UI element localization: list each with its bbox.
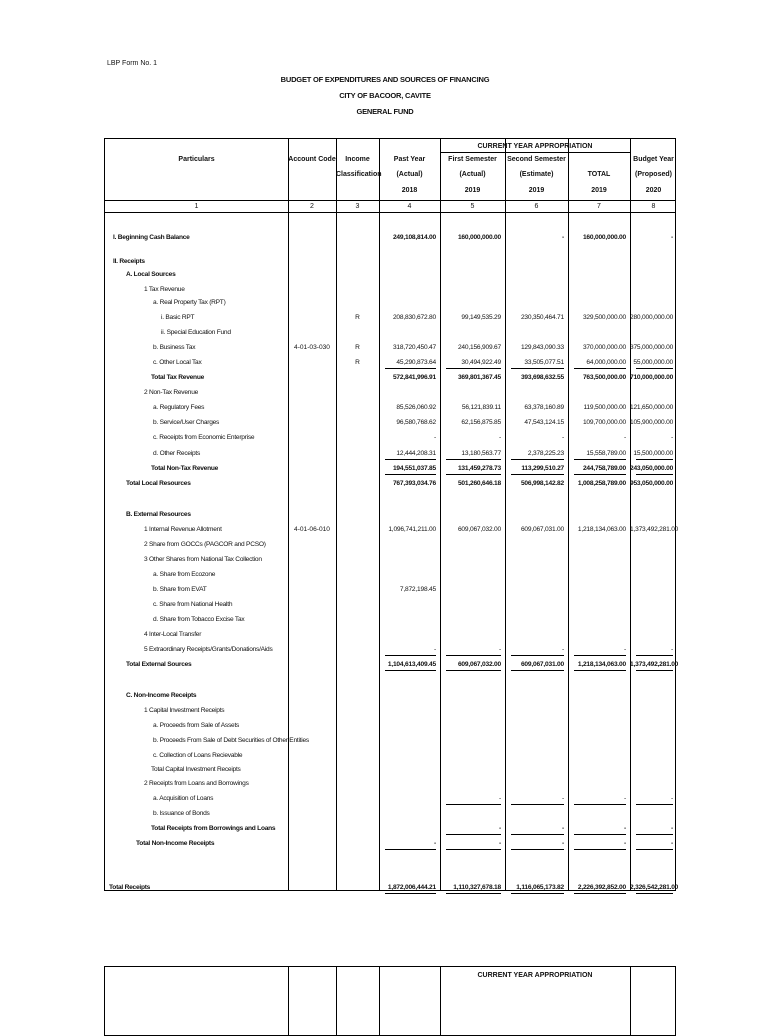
amount-budget: 121,650,000.00 xyxy=(630,404,674,411)
col-num: 4 xyxy=(407,203,412,210)
amount-budget: - xyxy=(671,234,673,241)
total-underline xyxy=(574,893,626,894)
total-underline xyxy=(446,670,501,671)
total-underline xyxy=(385,368,436,369)
amount-total: 370,000,000.00 xyxy=(582,344,626,351)
row-label: Total Local Resources xyxy=(126,480,191,487)
total-underline xyxy=(511,849,564,850)
row-label: 5 Extraordinary Receipts/Grants/Donations/Aids xyxy=(144,646,273,653)
amount-total: 1,218,134,063.00 xyxy=(577,661,626,668)
document-title: BUDGET OF EXPENDITURES AND SOURCES OF FINANCING xyxy=(280,75,490,84)
budget-year-year: 2020 xyxy=(645,187,662,194)
total-underline xyxy=(511,804,564,805)
row-label: Total Non-Tax Revenue xyxy=(151,465,219,472)
row-label: ii. Special Education Fund xyxy=(161,329,231,336)
income-classification: R xyxy=(355,344,360,351)
budget-year-header: Budget Year xyxy=(633,156,674,163)
amount-total: - xyxy=(624,434,626,441)
row-label: b. Proceeds From Sale of Debt Securities of Other Entities xyxy=(153,737,309,744)
amount-budget: 1,373,492,281.00 xyxy=(630,526,679,533)
budget-year-sub: (Proposed) xyxy=(635,171,672,178)
amount-first: - xyxy=(499,840,501,847)
amount-total: 2,226,392,852.00 xyxy=(577,884,626,891)
amount-second: 113,299,510.27 xyxy=(521,465,564,472)
amount-past: 249,108,814.00 xyxy=(392,234,436,241)
amount-total: 64,000,000.00 xyxy=(586,359,626,366)
amount-first: - xyxy=(499,825,501,832)
budget-table xyxy=(104,138,679,891)
total-underline xyxy=(385,849,436,850)
row-label: d. Other Receipts xyxy=(153,450,201,457)
account-code: 4-01-06-010 xyxy=(294,526,330,533)
row-label: b. Service/User Charges xyxy=(153,419,220,426)
amount-first: 369,801,367.45 xyxy=(457,374,501,381)
col-num: 2 xyxy=(310,203,314,210)
amount-budget: 710,000,000.00 xyxy=(630,374,674,381)
amount-past: - xyxy=(434,840,436,847)
row-label: c. Share from National Health xyxy=(153,601,233,608)
amount-total: 329,500,000.00 xyxy=(582,314,626,321)
amount-total: 244,758,789.00 xyxy=(582,465,626,472)
amount-second: 33,505,077.51 xyxy=(524,359,564,366)
amount-past: 767,393,034.76 xyxy=(392,480,436,487)
continuation-current-year-header: CURRENT YEAR APPROPRIATION xyxy=(477,972,593,979)
row-label: c. Receipts from Economic Enterprise xyxy=(153,434,255,441)
total-underline xyxy=(446,655,501,656)
amount-total: - xyxy=(624,825,626,832)
amount-total: - xyxy=(624,840,626,847)
row-label: 2 Receipts from Loans and Borrowings xyxy=(144,780,249,787)
row-label: 2 Share from GOCCs (PAGCOR and PCSO) xyxy=(144,541,266,548)
amount-budget: 953,050,000.00 xyxy=(630,480,674,487)
total-underline xyxy=(574,474,626,475)
row-label: A. Local Sources xyxy=(126,271,176,278)
total-underline xyxy=(511,459,564,460)
row-label: Total Capital Investment Receipts xyxy=(151,766,241,773)
row-label: 2 Non-Tax Revenue xyxy=(144,389,199,396)
row-label: c. Collection of Loans Recievable xyxy=(153,752,243,759)
amount-past: 45,290,873.64 xyxy=(396,359,436,366)
amount-second: 393,698,632.55 xyxy=(520,374,564,381)
amount-second: 47,543,124.15 xyxy=(524,419,564,426)
row-label: Total Tax Revenue xyxy=(151,374,205,381)
amount-budget: 243,050,000.00 xyxy=(630,465,674,472)
amount-budget: 375,000,000.00 xyxy=(630,344,674,351)
amount-first: 56,121,839.11 xyxy=(461,404,501,411)
amount-second: - xyxy=(562,795,564,802)
total-underline xyxy=(511,834,564,835)
total-underline xyxy=(636,459,673,460)
total-underline xyxy=(636,893,673,894)
amount-budget: 105,900,000.00 xyxy=(630,419,674,426)
first-sem-year: 2019 xyxy=(464,187,481,194)
form-number: LBP Form No. 1 xyxy=(107,60,158,67)
amount-budget: - xyxy=(671,840,673,847)
lgu-name: CITY OF BACOOR, CAVITE xyxy=(339,91,431,100)
total-underline xyxy=(574,849,626,850)
total-underline xyxy=(574,368,626,369)
amount-first: 99,149,535.29 xyxy=(461,314,501,321)
amount-second: - xyxy=(562,840,564,847)
amount-first: 609,067,032.00 xyxy=(457,526,501,533)
amount-second: 506,998,142.82 xyxy=(520,480,564,487)
row-label: c. Other Local Tax xyxy=(153,359,202,366)
total-underline xyxy=(574,655,626,656)
total-underline xyxy=(511,893,564,894)
total-underline xyxy=(511,368,564,369)
row-label: a. Real Property Tax (RPT) xyxy=(153,299,226,306)
total-underline xyxy=(511,474,564,475)
amount-first: 13,180,563.77 xyxy=(461,450,501,457)
total-underline xyxy=(636,655,673,656)
amount-budget: - xyxy=(671,434,673,441)
total-underline xyxy=(446,368,501,369)
amount-first: - xyxy=(499,795,501,802)
amount-past: - xyxy=(434,646,436,653)
past-year-sub: (Actual) xyxy=(396,171,423,178)
total-underline xyxy=(636,834,673,835)
amount-first: 1,110,327,678.18 xyxy=(453,884,501,891)
amount-budget: - xyxy=(671,646,673,653)
total-underline xyxy=(574,459,626,460)
total-underline xyxy=(446,893,501,894)
amount-second: 609,067,031.00 xyxy=(520,661,564,668)
total-underline xyxy=(385,459,436,460)
past-year-header: Past Year xyxy=(393,156,426,163)
total-underline xyxy=(574,804,626,805)
total-underline xyxy=(511,655,564,656)
amount-total: 109,700,000.00 xyxy=(582,419,626,426)
particulars-header: Particulars xyxy=(178,156,215,163)
amount-second: 609,067,031.00 xyxy=(520,526,564,533)
amount-total: - xyxy=(624,795,626,802)
classification-header: Classification xyxy=(336,171,382,178)
amount-first: - xyxy=(499,646,501,653)
continuation-table xyxy=(104,966,676,1036)
amount-past: 1,872,006,444.21 xyxy=(387,884,436,891)
total-underline xyxy=(636,670,673,671)
amount-budget: 15,500,000.00 xyxy=(633,450,673,457)
amount-first: 240,156,909.67 xyxy=(457,344,501,351)
total-underline xyxy=(446,849,501,850)
amount-total: 1,008,258,789.00 xyxy=(577,480,626,487)
col-num: 8 xyxy=(651,203,656,210)
account-code-header: Account Code xyxy=(288,156,336,163)
amount-past: 7,872,198.45 xyxy=(399,586,436,593)
amount-budget: 1,373,492,281.00 xyxy=(630,661,679,668)
total-header: TOTAL xyxy=(587,171,611,178)
total-underline xyxy=(446,459,501,460)
col-num: 6 xyxy=(534,203,539,210)
total-underline xyxy=(385,655,436,656)
row-label: b. Share from EVAT xyxy=(153,586,207,593)
col-num: 7 xyxy=(597,203,601,210)
row-label: a. Proceeds from Sale of Assets xyxy=(153,722,240,729)
amount-total: 160,000,000.00 xyxy=(582,234,626,241)
amount-first: 160,000,000.00 xyxy=(457,234,501,241)
total-underline xyxy=(636,804,673,805)
amount-budget: - xyxy=(671,825,673,832)
second-sem-sub: (Estimate) xyxy=(519,171,554,178)
amount-past: 96,580,768.62 xyxy=(396,419,436,426)
amount-second: - xyxy=(562,234,564,241)
first-sem-sub: (Actual) xyxy=(459,171,486,178)
row-label: a. Regulatory Fees xyxy=(153,404,205,411)
amount-second: 129,843,090.33 xyxy=(520,344,564,351)
row-label: b. Business Tax xyxy=(153,344,196,351)
amount-past: 194,551,037.85 xyxy=(392,465,436,472)
account-code: 4-01-03-030 xyxy=(294,344,330,351)
row-label: a. Share from Ecozone xyxy=(153,571,216,578)
amount-past: 85,526,060.92 xyxy=(396,404,436,411)
amount-second: 1,116,065,173.82 xyxy=(516,884,564,891)
row-label: 1 Internal Revenue Allotment xyxy=(144,526,222,533)
total-underline xyxy=(574,834,626,835)
total-underline xyxy=(385,893,436,894)
amount-first: 501,260,646.18 xyxy=(457,480,501,487)
row-label: i. Basic RPT xyxy=(161,314,195,321)
amount-second: - xyxy=(562,646,564,653)
amount-past: 1,096,741,211.00 xyxy=(388,526,436,533)
row-label: 4 Inter-Local Transfer xyxy=(144,631,202,638)
income-classification: R xyxy=(355,359,360,366)
amount-second: - xyxy=(562,825,564,832)
total-underline xyxy=(385,474,436,475)
amount-second: 230,350,464.71 xyxy=(520,314,564,321)
row-label: II. Receipts xyxy=(113,258,145,265)
row-label: C. Non-Income Receipts xyxy=(126,692,197,699)
amount-total: - xyxy=(624,646,626,653)
row-label: 1 Capital Investment Receipts xyxy=(144,707,225,714)
first-sem-header: First Semester xyxy=(448,156,497,163)
fund-name: GENERAL FUND xyxy=(356,107,414,116)
income-classification: R xyxy=(355,314,360,321)
amount-first: 131,459,278.73 xyxy=(457,465,501,472)
amount-second: 2,378,225.23 xyxy=(527,450,564,457)
amount-first: 30,494,922.49 xyxy=(461,359,501,366)
col-num: 1 xyxy=(194,203,199,210)
row-label: Total Receipts xyxy=(109,884,151,891)
total-underline xyxy=(446,804,501,805)
amount-past: 208,830,672.80 xyxy=(392,314,436,321)
row-label: Total Receipts from Borrowings and Loans xyxy=(151,825,276,832)
col-num: 5 xyxy=(470,203,475,210)
second-sem-year: 2019 xyxy=(528,187,545,194)
row-label: B. External Resources xyxy=(126,511,191,518)
amount-past: - xyxy=(434,434,436,441)
amount-total: 763,500,000.00 xyxy=(582,374,626,381)
row-label: a. Acquisition of Loans xyxy=(153,795,214,802)
amount-budget: - xyxy=(671,795,673,802)
amount-past: 12,444,208.31 xyxy=(396,450,436,457)
total-underline xyxy=(446,834,501,835)
income-header: Income xyxy=(345,156,370,163)
second-sem-header: Second Semester xyxy=(507,156,566,163)
row-label: I. Beginning Cash Balance xyxy=(113,234,190,241)
amount-past: 572,841,996.91 xyxy=(392,374,436,381)
total-year: 2019 xyxy=(591,187,607,194)
row-label: b. Issuance of Bonds xyxy=(153,810,210,817)
amount-first: 609,067,032.00 xyxy=(457,661,501,668)
amount-first: - xyxy=(499,434,501,441)
total-underline xyxy=(636,474,673,475)
col-num: 3 xyxy=(355,203,360,210)
row-label: 3 Other Shares from National Tax Collection xyxy=(144,556,262,563)
total-underline xyxy=(511,670,564,671)
amount-total: 1,218,134,063.00 xyxy=(577,526,626,533)
amount-past: 318,720,450.47 xyxy=(392,344,436,351)
total-underline xyxy=(636,849,673,850)
amount-second: - xyxy=(562,434,564,441)
amount-budget: 280,000,000.00 xyxy=(630,314,674,321)
total-underline xyxy=(446,474,501,475)
total-underline xyxy=(385,670,436,671)
total-underline xyxy=(574,670,626,671)
total-underline xyxy=(636,368,673,369)
row-label: Total Non-Income Receipts xyxy=(136,840,215,847)
amount-budget: 55,000,000.00 xyxy=(633,359,673,366)
amount-budget: 2,326,542,281.00 xyxy=(630,884,679,891)
row-label: 1 Tax Revenue xyxy=(144,286,185,293)
amount-first: 62,156,875.85 xyxy=(461,419,501,426)
row-label: d. Share from Tobacco Excise Tax xyxy=(153,616,245,623)
amount-past: 1,104,613,409.45 xyxy=(387,661,436,668)
amount-second: 63,378,160.89 xyxy=(524,404,564,411)
current-year-header: CURRENT YEAR APPROPRIATION xyxy=(477,143,593,150)
row-label: Total External Sources xyxy=(126,661,192,668)
amount-total: 119,500,000.00 xyxy=(583,404,626,411)
past-year-year: 2018 xyxy=(401,187,418,194)
amount-total: 15,558,789.00 xyxy=(586,450,626,457)
